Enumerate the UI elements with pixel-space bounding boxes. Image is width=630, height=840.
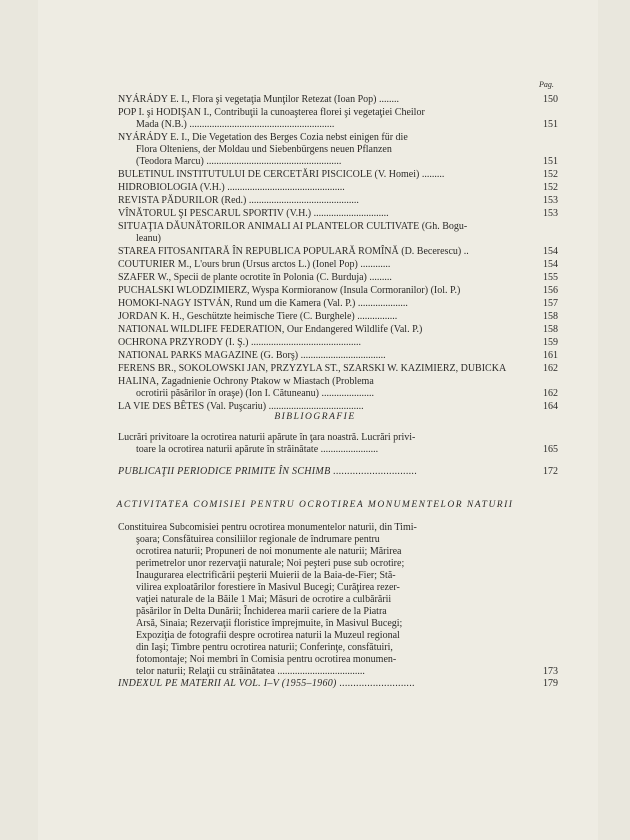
toc-entry-page: 162 [543, 363, 558, 374]
toc-entry-page: 158 [543, 324, 558, 335]
toc-entry-text [118, 169, 528, 181]
toc-entry [118, 376, 558, 400]
toc-entry-text [118, 272, 528, 284]
toc-entry-text [118, 311, 528, 323]
commission-line: vaţiei naturale de la Băile 1 Mai; Măsuri de ocrotire a culbărării [136, 594, 392, 605]
commission-line: fotomontaje; Noi membri în Comisia pentru ocrotirea monumen- [136, 654, 397, 665]
toc-entry [118, 337, 558, 349]
commission-line: telor naturii; Relaţii cu străinătatea ................................... [136, 666, 365, 677]
toc-entry [118, 246, 558, 258]
toc-entry-page: 151 [543, 119, 558, 130]
toc-entry [118, 182, 558, 194]
toc-entry-text [118, 132, 528, 168]
toc-entry [118, 285, 558, 297]
toc-entry-page: 152 [543, 169, 558, 180]
toc-entry-text [118, 246, 528, 258]
toc-entry-line1: NYÁRÁDY E. I., Die Vegetation des Berges Cozia nebst einigen für die [118, 132, 408, 143]
toc-entry-page: 154 [543, 246, 558, 257]
toc-entry-line1: PUCHALSKI WLODZIMIERZ, Wyspa Kormioranow (Insula Cormoranilor) (Iol. P.) [118, 285, 461, 296]
toc-entry-line1: FERENS BR., SOKOLOWSKI JAN, PRZYZYLA ST., SZARSKI W. KAZIMIERZ, DUBICKA [118, 363, 507, 374]
toc-entry-text [118, 363, 528, 375]
toc-entry-page: 158 [543, 311, 558, 322]
commission-text [118, 522, 523, 678]
toc-entry-text [118, 285, 528, 297]
toc-entry [118, 94, 558, 106]
toc-entry-line1: SITUAŢIA DĂUNĂTORILOR ANIMALI AI PLANTELOR CULTIVATE (Gh. Bogu- [118, 221, 468, 232]
commission-page: 173 [543, 666, 558, 677]
toc-entry-page: 153 [543, 195, 558, 206]
commission-line: Inaugurarea electrificării peşterii Muierii de la Baia-de-Fier; Stă- [136, 570, 396, 581]
toc-entry-page: 154 [543, 259, 558, 270]
toc-entry-page: 162 [543, 388, 558, 399]
toc-entry-page: 150 [543, 94, 558, 105]
toc-entry-text [118, 337, 528, 349]
toc-entry-line1: SZAFER W., Specii de plante ocrotite în Polonia (C. Burduja) ......... [118, 272, 392, 283]
commission-line: perimetrelor unor rezervaţii naturale; Noi peşteri puse sub ocrotire; [136, 558, 405, 569]
toc-entry [118, 272, 558, 284]
toc-entry-text [118, 208, 528, 220]
toc-entry-page: 156 [543, 285, 558, 296]
toc-entry-page: 164 [543, 401, 558, 412]
commission-line: şoara; Consfătuirea consiliilor regionale de îndrumare pentru [136, 534, 380, 545]
toc-entry-text [118, 350, 528, 362]
commission-line: vilirea exploatărilor forestiere în Masivul Bucegi; Curăţirea rezer- [136, 582, 400, 593]
toc-entry-line1: HALINA, Zagadnienie Ochrony Ptakow w Miastach (Problema [118, 376, 374, 387]
toc-entry-page: 159 [543, 337, 558, 348]
toc-entry-line2: leanu) [136, 233, 161, 244]
toc-entry [118, 208, 558, 220]
toc-entry-text [118, 107, 528, 131]
toc-entry [118, 169, 558, 181]
toc-entry-line1: OCHRONA PRZYRODY (I. Ş.) ............................................ [118, 337, 361, 348]
bibliography-entry [118, 432, 558, 456]
commission-line: păsărilor în Delta Dunării; Închiderea marii cariere de la Piatra [136, 606, 387, 617]
toc-entry-line1: NATIONAL WILDLIFE FEDERATION, Our Endangered Wildlife (Val. P.) [118, 324, 423, 335]
index-text: INDEXUL PE MATERII AL VOL. I–V (1955–1960) ........................... [118, 678, 416, 689]
toc-entry-line1: BULETINUL INSTITUTULUI DE CERCETĂRI PISCICOLE (V. Homei) ......... [118, 169, 445, 180]
bibliography-line-1: Lucrări privitoare la ocrotirea naturii apărute în ţara noastră. Lucrări privi- [118, 432, 416, 443]
periodicals-entry [118, 466, 558, 478]
bibliography-title: BIBLIOGRAFIE [274, 412, 356, 422]
commission-line: Arsă, Sinaia; Rezervaţii floristice împrejmuite, în Masivul Bucegi; [136, 618, 403, 629]
bibliography-line-2: toare la ocrotirea naturii apărute în străinătate ....................... [136, 444, 379, 455]
toc-entry-line1: LA VIE DES BÊTES (Val. Puşcariu) ...................................... [118, 401, 364, 412]
toc-entry [118, 259, 558, 271]
toc-entry-page: 153 [543, 208, 558, 219]
toc-entry-line1: NATIONAL PARKS MAGAZINE (G. Borş) .................................. [118, 350, 386, 361]
toc-entry [118, 195, 558, 207]
toc-entry-line2: ocrotirii păsărilor în oraşe) (Ion I. Cătuneanu) ..................... [136, 388, 374, 399]
toc-entry-line1: NYÁRÁDY E. I., Flora şi vegetaţia Munţilor Retezat (Ioan Pop) ........ [118, 94, 399, 105]
toc-entry-page: 157 [543, 298, 558, 309]
toc-entry [118, 363, 558, 375]
toc-entry [118, 311, 558, 323]
toc-entry-line2: Mada (N.B.) .......................................................... [136, 119, 335, 130]
toc-entry [118, 298, 558, 310]
toc-entry-text [118, 94, 528, 106]
commission-title: ACTIVITATEA COMISIEI PENTRU OCROTIREA MONUMENTELOR NATURII [116, 500, 514, 510]
toc-entry [118, 324, 558, 336]
toc-entry-text [118, 182, 528, 194]
commission-line: Expoziţia de fotografii despre ocrotirea naturii la Muzeul regional [136, 630, 400, 641]
index-page: 179 [543, 678, 558, 689]
toc-entry-page: 155 [543, 272, 558, 283]
commission-line: ocrotirea naturii; Propuneri de noi monumente ale naturii; Mărirea [136, 546, 402, 557]
toc-entry [118, 107, 558, 131]
toc-entry-text [118, 298, 528, 310]
toc-entry-line1: HIDROBIOLOGIA (V.H.) ............................................... [118, 182, 345, 193]
periodicals-text: PUBLICAŢII PERIODICE PRIMITE ÎN SCHIMB .............................. [118, 466, 418, 477]
toc-entry-text [118, 259, 528, 271]
toc-entry-line1: POP I. şi HODIŞAN I., Contribuţii la cunoaşterea florei şi vegetaţiei Cheilor [118, 107, 425, 118]
bibliography-page: 165 [543, 444, 558, 455]
commission-line: din Iaşi; Timbre pentru ocrotirea naturii; Conferinţe, consfătuiri, [136, 642, 393, 653]
toc-entry-text [118, 376, 528, 400]
commission-entry [118, 522, 558, 678]
toc-entry-page: 161 [543, 350, 558, 361]
toc-entry-line1: JORDAN K. H., Geschützte heimische Tiere (C. Burghele) ................ [118, 311, 398, 322]
toc-entry [118, 350, 558, 362]
toc-entry-page: 152 [543, 182, 558, 193]
toc-entry-text [118, 324, 528, 336]
index-entry [118, 678, 558, 690]
toc-entry [118, 221, 558, 245]
page-column-header: Pag. [539, 80, 554, 89]
toc-entry-text [118, 195, 528, 207]
commission-line: Constituirea Subcomisiei pentru ocrotirea monumentelor naturii, din Timi- [118, 522, 417, 533]
toc-entry-page: 151 [543, 156, 558, 167]
toc-entry-line2: Flora Olteniens, der Moldau und Siebenbürgens neuen Pflanzen [136, 144, 392, 155]
toc-entry-line1: STAREA FITOSANITARĂ ÎN REPUBLICA POPULARĂ ROMÎNĂ (D. Becerescu) .. [118, 246, 469, 257]
toc-entry-line1: REVISTA PĂDURILOR (Red.) ............................................ [118, 195, 359, 206]
table-of-contents [118, 94, 558, 414]
toc-entry-line1: COUTURIER M., L'ours brun (Ursus arctos L.) (Ionel Pop) ............ [118, 259, 391, 270]
periodicals-page: 172 [543, 466, 558, 477]
toc-entry-text [118, 221, 528, 245]
toc-entry-line1: HOMOKI-NAGY ISTVÁN, Rund um die Kamera (Val. P.) .................... [118, 298, 408, 309]
toc-entry [118, 132, 558, 168]
toc-entry-line1: VÎNĂTORUL ŞI PESCARUL SPORTIV (V.H.) .............................. [118, 208, 389, 219]
toc-entry-line3: (Teodora Marcu) ...................................................... [136, 156, 342, 167]
